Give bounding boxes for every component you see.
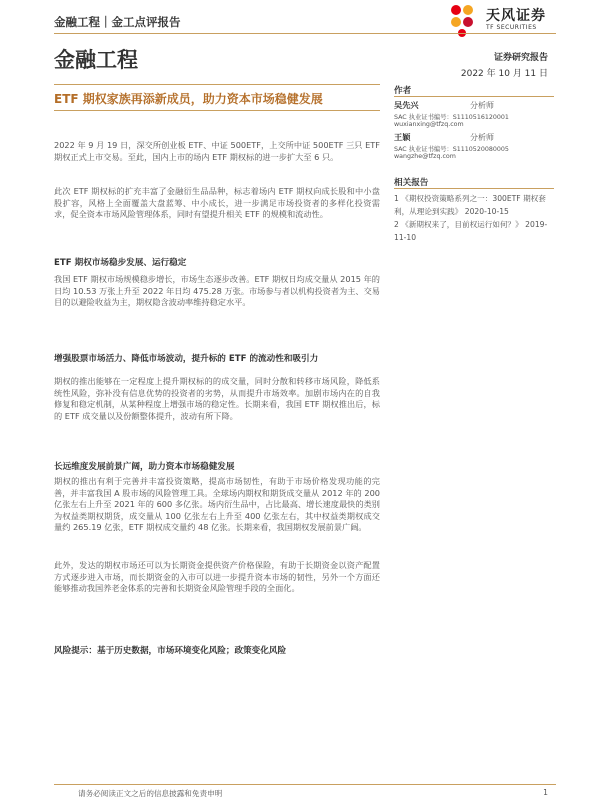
related-report-2[interactable]: 2 《新期权来了，目前权运行如何？》 2019-11-10 [394,220,548,242]
section-title-3: 长远维度发展前景广阔，助力资本市场稳健发展 [54,462,235,472]
section-title-2: 增强股票市场活力、降低市场波动，提升标的 ETF 的流动性和吸引力 [54,354,319,364]
logo-text-cn: 天风证券 [486,8,546,24]
report-date: 2022 年 10 月 11 日 [460,69,548,79]
page-number: 1 [543,788,548,797]
report-category: 金融工程｜金工点评报告 [54,15,181,29]
related-reports-divider [394,188,554,189]
section-title-1: ETF 期权市场稳步发展、运行稳定 [54,258,187,268]
section-body-3b: 此外，发达的期权市场还可以为长期资金提供资产价格保险，有助于长期资金以资产配置方式逐步进入市场，而长期资金的入市可以进一步提升资本市场的韧性，另外一个方面还能够推动我国养老金体系的完善和长期资金风险管理手段的全面化。 [54,560,380,593]
author-role-1: 分析师 [470,101,494,110]
authors-divider [394,96,554,97]
author-cert-1: SAC 执业证书编号：S1110516120001 [394,114,509,121]
author-role-2: 分析师 [470,133,494,142]
authors-heading: 作者 [394,86,412,96]
author-name-1: 吴先兴 [394,100,419,110]
section-body-3: 期权的推出有利于完善并丰富投资策略，提高市场韧性，有助于市场价格发现功能的完善，并丰富我国 A 股市场的风险管理工具。全球场内期权和期货成交量从 2012 年的 200 亿张左右上升至 2021 年的 600 多亿张。场内衍生品中，占比最高、增长速度最快的类别为权益类期权期货，成交量从 100 亿张左右上升至 400 亿张左右，其中权益类期权成交量约 265.19 亿张，ETF 期权成交量约 48 亿张。长期来看，我国期权发展前景广阔。 [54,476,380,532]
related-report-1[interactable]: 1 《期权投资策略系列之一：300ETF 期权套利，从理论到实践》 2020-10-15 [394,194,546,216]
author-cert-2: SAC 执业证书编号：S1110520080005 [394,146,509,153]
author-name-2: 王颖 [394,132,411,142]
header-divider [54,33,556,34]
page-title: 金融工程 [54,48,138,72]
report-headline: ETF 期权家族再添新成员，助力资本市场稳健发展 [54,92,323,106]
intro-paragraph-1: 2022 年 9 月 19 日，深交所创业板 ETF、中证 500ETF，上交所中证 500ETF 三只 ETF 期权正式上市交易。至此，国内上市的场内 ETF 期权标的进一步扩大至 6 只。 [54,140,380,162]
author-email-1[interactable]: wuxianxing@tfzq.com [394,121,464,128]
report-type: 证券研究报告 [493,53,548,63]
related-reports-heading: 相关报告 [394,178,429,188]
logo-text-en: TF SECURITIES [486,24,537,31]
footer-disclaimer: 请务必阅读正文之后的信息披露和免责申明 [78,789,223,798]
section-body-2: 期权的推出能够在一定程度上提升期权标的的成交量，同时分散和转移市场风险，降低系统性风险，弥补没有信息优势的投资者的劣势，从而提升市场效率。加剧市场内在的自我修复和稳定机制，从某种程度上增强市场的稳定性。长期来看，我国 ETF 期权推出后，标的 ETF 成交量以及份额整体提升，波动有所下降。 [54,376,380,421]
risk-warning: 风险提示：基于历史数据，市场环境变化风险；政策变化风险 [54,646,287,656]
footer-divider [54,784,556,785]
headline-top-divider [54,84,380,85]
section-body-1: 我国 ETF 期权市场规模稳步增长，市场生态逐步改善。ETF 期权日均成交量从 2015 年的日均 10.53 万张上升至 2022 年日均 475.28 万张。市场参与者以机构投资者为主、交易目的以避险收益为主，期权隐含波动率维持稳定水平。 [54,274,380,307]
intro-paragraph-2: 此次 ETF 期权标的扩充丰富了金融衍生品品种，标志着场内 ETF 期权向成长股和中小盘股扩容，风格上全面覆盖大盘蓝筹、中小成长，进一步满足市场投资者的多样化投资需求，促全资本市场风险管理体系，同时有望提升相关 ETF 的规模和流动性。 [54,186,380,219]
page-header [0,0,600,44]
headline-bottom-divider [54,110,380,111]
author-email-2[interactable]: wangzhe@tfzq.com [394,153,456,160]
